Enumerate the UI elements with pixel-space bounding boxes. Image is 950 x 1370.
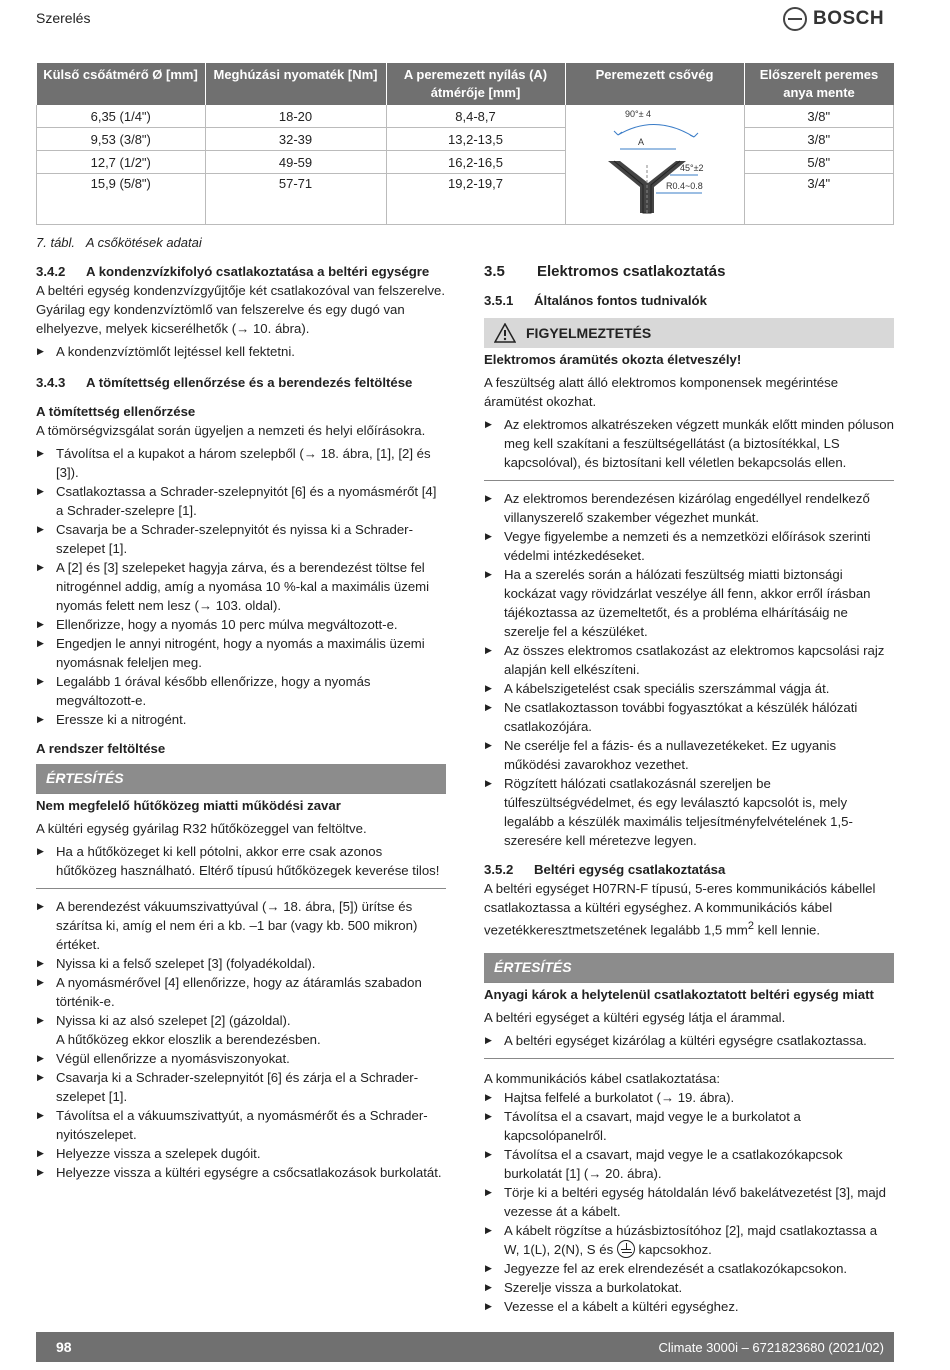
table-cell: 3/4" <box>744 174 894 225</box>
table-row <box>37 174 894 225</box>
table-caption-number: 7. tábl. <box>36 235 76 250</box>
list-item: ▶ Csavarja be a Schrader-szelepnyitót és nyissa ki a Schrader-szelepet [1]. <box>36 520 446 558</box>
list-item: ▶ Távolítsa el a vákuumszivattyút, a nyomásmérőt és a Schrader-nyitószelepet. <box>36 1106 446 1144</box>
radius-label: R0.4~0.8 <box>665 181 703 191</box>
bosch-logo <box>783 7 884 31</box>
paragraph: A beltéri egység kondenzvízgyűjtője két csatlakozóval van felszerelve. Gyárilag egy kondenzvíztömlő van felszerelve és egy dugó van elhelyezve, melyek kicserélhetők (→ 10. ábra). <box>36 283 446 336</box>
notice-banner: ÉRTESÍTÉS <box>484 953 894 982</box>
list-item: ▶ Az elektromos berendezésen kizárólag engedéllyel rendelkező villanyszerelő szakember végezhet munkát. <box>484 489 894 527</box>
warning-title: Elektromos áramütés okozta életveszély! <box>484 352 742 367</box>
table-cell: 32-39 <box>205 128 386 151</box>
list-item: ▶ Törje ki a beltéri egység hátoldalán lévő bakelátvezetést [3], majd vezesse át a kábelt. <box>484 1183 894 1221</box>
list-item: ▶ Hajtsa felfelé a burkolatot (→ 19. ábra). <box>484 1088 894 1107</box>
col-header-flared-end: Peremezett csővég <box>565 63 744 105</box>
table-row <box>37 151 894 174</box>
bosch-armature-icon <box>783 7 807 31</box>
table-row <box>37 105 894 128</box>
right-column <box>484 262 894 1316</box>
general-notes-list <box>484 489 894 850</box>
angle-side-label: 45°±2 <box>679 163 704 173</box>
table-cell: 19,2-19,7 <box>386 174 565 225</box>
left-column <box>36 262 446 1182</box>
list-item: ▶ Távolítsa el a csavart, majd vegye le a csatlakozókapcsok burkolatát [1] (→ 20. ábra). <box>484 1145 894 1183</box>
list-item: ▶ Engedjen le annyi nitrogént, hogy a nyomás a maximális üzemi nyomásnak feleljen meg. <box>36 634 446 672</box>
list-item: ▶ Vegye figyelembe a nemzeti és a nemzetközi előírások szerinti védelmi intézkedéseket. <box>484 527 894 565</box>
paragraph: A tömörségvizsgálat során ügyeljen a nemzeti és helyi előírásokra. <box>36 423 426 438</box>
page-header-title: Szerelés <box>36 10 91 26</box>
list-item: ▶ Végül ellenőrizze a nyomásviszonyokat. <box>36 1049 446 1068</box>
document-reference: Climate 3000i – 6721823680 (2021/02) <box>658 1339 884 1355</box>
list-item: ▶ Ne cserélje fel a fázis- és a nullavezetékeket. Ez ugyanis működési zavarokhoz vezethet. <box>484 736 894 774</box>
page-footer <box>36 1332 894 1362</box>
paragraph: A beltéri egységet H07RN-F típusú, 5-eres kommunikációs kábellel csatlakoztassa a kültéri egységhez. A kommunikációs kábel vezetékkeresztmetszetének legalább 1,5 $mm^2$ kell lennie. <box>484 881 876 938</box>
col-header-flare-diameter: A peremezett nyílás (A) átmérője [mm] <box>386 63 565 105</box>
warning-triangle-icon <box>494 323 516 343</box>
table-cell: 6,35 (1/4") <box>37 105 206 128</box>
list-item: ▶ Távolítsa el a kupakot a három szelepből (→ 18. ábra, [1], [2] és [3]). <box>36 444 446 482</box>
brand-name: BOSCH <box>813 8 885 29</box>
list-item: ▶ A kábelt rögzítse a húzásbiztosítóhoz [2], majd csatlakoztassa a W, 1(L), 2(N), S és kapcsokhoz. <box>484 1221 894 1259</box>
list-item: ▶ Ellenőrizze, hogy a nyomás 10 perc múlva megváltozott-e. <box>36 615 446 634</box>
table-caption-text: A csőkötések adatai <box>85 235 202 250</box>
warning-label: FIGYELMEZTETÉS <box>526 324 652 341</box>
table-cell: 3/8" <box>744 105 894 128</box>
list-item: ▶ Csatlakoztassa a Schrader-szelepnyitót [6] és a nyomásmérőt [4] a Schrader-szelepre [1]. <box>36 482 446 520</box>
list-item: ▶ A [2] és [3] szelepeket hagyja zárva, és a berendezést töltse fel nitrogénnel addig, amíg a nyomása 10 %-kal a maximális üzemi nyomás felett nem lesz (→ 103. oldal). <box>36 558 446 615</box>
warning-banner <box>484 318 894 348</box>
list-item: ▶ Távolítsa el a csavart, majd vegye le a burkolatot a kapcsolópanelről. <box>484 1107 894 1145</box>
table-cell: 16,2-16,5 <box>386 151 565 174</box>
list-item: ▶ A kondenzvíztömlőt lejtéssel kell fektetni. <box>36 342 446 361</box>
dimension-a-label: A <box>637 137 644 147</box>
notice-banner: ÉRTESÍTÉS <box>36 764 446 793</box>
paragraph: A feszültség alatt álló elektromos komponensek megérintése áramütést okozhat. <box>484 375 839 409</box>
table-cell: 13,2-13,5 <box>386 128 565 151</box>
paragraph: A kültéri egység gyárilag R32 hűtőközeggel van feltöltve. <box>36 821 367 836</box>
table-cell: 18-20 <box>205 105 386 128</box>
flared-end-figure-cell <box>565 105 744 225</box>
table-caption <box>36 235 202 250</box>
notice-divider <box>36 793 446 794</box>
list-item: ▶ Helyezze vissza a szelepek dugóit. <box>36 1144 446 1163</box>
table-row <box>37 128 894 151</box>
list-item: ▶ Csavarja ki a Schrader-szelepnyitót [6] és zárja el a Schrader-szelepet [1]. <box>36 1068 446 1106</box>
paragraph: A beltéri egységet a kültéri egység látja el árammal. <box>484 1010 786 1026</box>
list-item: ▶ Jegyezze fel az erek elrendezését a csatlakozókapcsokon. <box>484 1259 894 1278</box>
list-item: ▶ Ne csatlakoztasson további fogyasztókat a készülék hálózati csatlakozójára. <box>484 698 894 736</box>
notice-title: Anyagi károk a helytelenül csatlakoztatott beltéri egység miatt <box>484 987 874 1003</box>
list-item: ▶ Szerelje vissza a burkolatokat. <box>484 1278 894 1297</box>
list-item: ▶ Nyissa ki a felső szelepet [3] (folyadékoldal). <box>36 954 446 973</box>
table-cell: 9,53 (3/8") <box>37 128 206 151</box>
section-heading-343: 3.4.3 A tömítettség ellenőrzése és a berendezés feltöltése <box>36 375 413 390</box>
table-cell: 8,4-8,7 <box>386 105 565 128</box>
col-header-torque: Meghúzási nyomaték [Nm] <box>205 63 386 105</box>
list-item: ▶ Helyezze vissza a kültéri egységre a csőcsatlakozások burkolatát. <box>36 1163 446 1182</box>
col-header-flare-nut: Előszerelt peremes anya mente <box>744 63 894 105</box>
subheading-tightness: A tömítettség ellenőrzése <box>36 404 196 419</box>
col-header-outer-diameter: Külső csőátmérő Ø [mm] <box>37 63 206 105</box>
list-item: ▶ A berendezést vákuumszivattyúval (→ 18. ábra, [5]) ürítse és szárítsa ki, amíg el nem éri a kb. –1 bar (vagy kb. 500 mikron) értéket. <box>36 897 446 954</box>
table-cell: 57-71 <box>205 174 386 225</box>
list-item: ▶ A nyomásmérővel [4] ellenőrizze, hogy az átáramlás szabadon történik-e. <box>36 973 446 1011</box>
flared-pipe-diagram <box>570 105 740 217</box>
section-heading-35: 3.5 Elektromos csatlakoztatás <box>484 263 726 280</box>
subheading-filling: A rendszer feltöltése <box>36 741 166 756</box>
table-cell: 3/8" <box>744 128 894 151</box>
notice-divider <box>484 982 894 983</box>
table-cell: 5/8" <box>744 151 894 174</box>
pipe-connection-table <box>36 63 894 225</box>
table-cell: 49-59 <box>205 151 386 174</box>
page-number: 98 <box>56 1339 72 1355</box>
list-item: ▶ A kábelszigetelést csak speciális szerszámmal vágja át. <box>484 679 894 698</box>
list-item: ▶ Ha a hűtőközeget ki kell pótolni, akkor erre csak azonos hűtőközeg használható. Eltérő típusú hűtőközegek keverése tilos! <box>36 842 446 880</box>
table-cell: 15,9 (5/8") <box>37 174 206 225</box>
list-item: ▶ Legalább 1 órával később ellenőrizze, hogy a nyomás megváltozott-e. <box>36 672 446 710</box>
list-item: ▶ Az elektromos alkatrészeken végzett munkák előtt minden póluson meg kell szakítani a feszültségellátást (a biztosítékkal, LS kapcsolóval), és biztosítani kell véletlen bekapcsolás ellen. <box>484 415 894 472</box>
table-cell: 12,7 (1/2") <box>37 151 206 174</box>
list-item: ▶ Rögzített hálózati csatlakozásnál szereljen be túlfeszültségvédelmet, és egy leválasztó kapcsolót is, mely legalább a készülék maximális teljesítményfelvételének 1,5-szeresére kell méretezve legyen. <box>484 774 894 850</box>
list-item: ▶ A beltéri egységet kizárólag a kültéri egységre csatlakoztassa. <box>484 1031 894 1050</box>
tightness-steps-list <box>36 444 446 729</box>
section-heading-351: 3.5.1 Általános fontos tudnivalók <box>484 293 707 308</box>
angle-top-label: 90°± 4 <box>624 109 651 119</box>
list-item: ▶ Ha a szerelés során a hálózati feszültség miatti biztonsági kockázat vagy rövidzárlat veszélye áll fenn, akkor erről írásban tájékoztassa az üzemeltetőt, és a probléma elhárításáig ne szerelje fel a készüléket. <box>484 565 894 641</box>
list-item: ▶ Vezesse el a kábelt a kültéri egységhez. <box>484 1297 894 1316</box>
list-item: ▶ Az összes elektromos csatlakozást az elektromos kapcsolási rajz alapján kell elkészíteni. <box>484 641 894 679</box>
comm-cable-steps-list <box>484 1088 894 1316</box>
paragraph: A kommunikációs kábel csatlakoztatása: <box>484 1071 721 1087</box>
section-heading-342: 3.4.2 A kondenzvízkifolyó csatlakoztatása a beltéri egységre <box>36 264 430 279</box>
notice-title: Nem megfelelő hűtőközeg miatti működési zavar <box>36 798 341 813</box>
filling-steps-list <box>36 897 446 1182</box>
earth-ground-icon <box>617 1240 635 1258</box>
list-item: ▶ Eressze ki a nitrogént. <box>36 710 446 729</box>
section-heading-352: 3.5.2 Beltéri egység csatlakoztatása <box>484 862 726 877</box>
list-item: ▶ Nyissa ki az alsó szelepet [2] (gázoldal). A hűtőközeg ekkor eloszlik a berendezésben. <box>36 1011 446 1049</box>
